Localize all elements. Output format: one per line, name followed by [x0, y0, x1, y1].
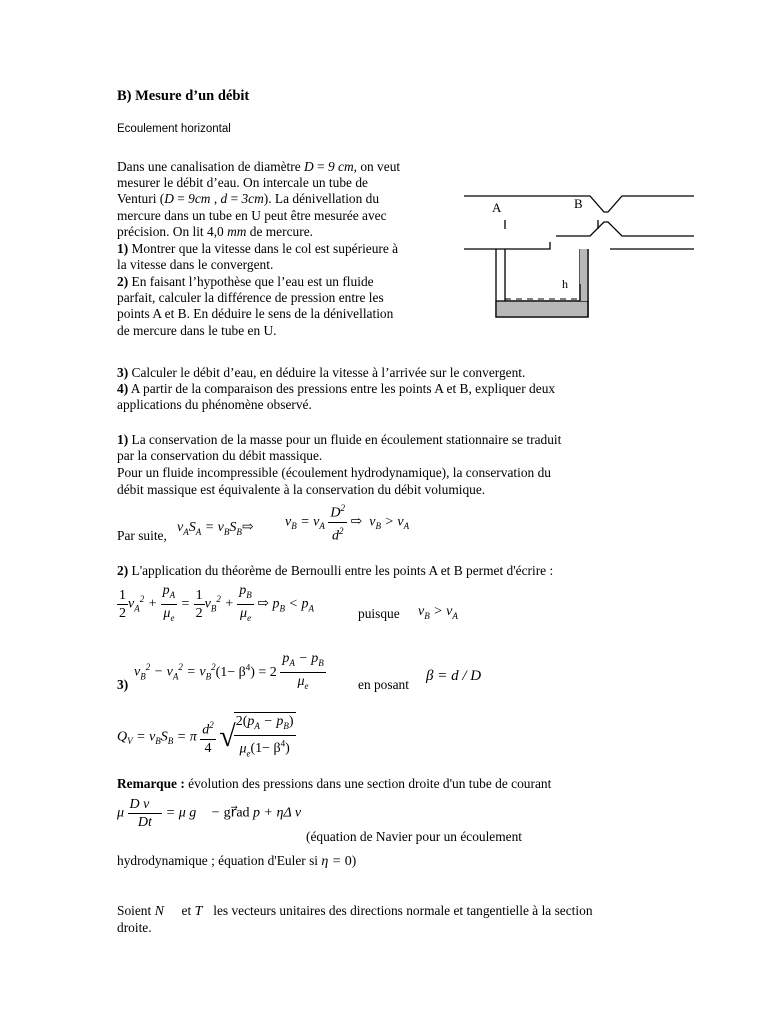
section-title: B) Mesure d’un débit — [117, 88, 250, 104]
navier-note: (équation de Navier pour un écoulement — [306, 829, 523, 844]
mass-flow-equation: $v_AS_A$ = $v_BS_B⇨$ — [177, 520, 254, 537]
pressure-difference-equation: $v_B^2 - v_A^2 = v_B^2(1- \beta^4) = 2$ $\frac{p_A - p_B}{\mu_e}$ — [134, 651, 324, 691]
intro-line: mesurer le débit d’eau. On intercale un tube de — [117, 175, 368, 190]
soient-line-cont: droite. — [117, 920, 152, 935]
beta-definition: β = d / D — [426, 668, 482, 684]
intro-line: précision. On lit 4,0 mm de mercure. — [117, 224, 313, 239]
intro-line: Dans une canalisation de diamètre D = 9 cm, on veut — [117, 159, 401, 174]
velocity-ratio-equation: $v_B = v_A$ $\frac{D^2}{d^2}$ ⇨ $v_B > v_A$ — [285, 500, 409, 544]
venturi-diagram — [458, 186, 698, 322]
label-a: A — [492, 200, 502, 215]
remarque: Remarque : évolution des pressions dans une section droite d'un tube de courant — [117, 776, 552, 791]
navier-equation: μ $\frac{\text{D v⃗}}{Dt}$ = μ g⃗ − gr⃗ad p + ηΔ v⃗ — [117, 797, 313, 830]
question-4-cont: applications du phénomène observé. — [117, 397, 312, 412]
bernoulli-equation: $\frac{1}{2}$ $v_A^2$ + $\frac{p_A}{\mu_e}$ = $\frac{1}{2}$ $v_B^2$ + $\frac{p_B}{\mu_e}$ ⇨ $p_B < p_A$ — [119, 583, 314, 623]
puisque: puisque — [358, 606, 400, 621]
label-h: h — [562, 277, 568, 291]
flow-rate-equation: $Q_V = v_BS_B = \pi$ $\frac{d^2}{4}$ √ $\frac{2(p_A - p_B)}{\mu_e(1- \beta^4)}$ — [117, 712, 296, 762]
answer-2: 2) L'application du théorème de Bernoulli entre les points A et B permet d'écrire : — [117, 563, 554, 578]
subtitle: Ecoulement horizontal — [117, 123, 231, 135]
question-2-cont: points A et B. En déduire le sens de la dénivellation — [117, 306, 394, 321]
intro-line: mercure dans un tube en U peut être mesurée avec — [117, 208, 387, 223]
question-4: 4) A partir de la comparaison des pressions entre les points A et B, expliquer deux — [117, 381, 556, 396]
answer-1-cont: Pour un fluide incompressible (écoulement hydrodynamique), la conservation du — [117, 465, 551, 480]
question-3: 3) Calculer le débit d’eau, en déduire la vitesse à l’arrivée sur le convergent. — [117, 365, 526, 380]
velocity-inequality: $v_B > v_A$ — [418, 604, 458, 621]
answer-3-number: 3) — [117, 677, 129, 692]
en-posant: en posant — [358, 677, 409, 692]
answer-1: 1) La conservation de la masse pour un fluide en écoulement stationnaire se traduit — [117, 432, 562, 447]
question-2-cont: parfait, calculer la différence de pression entre les — [117, 290, 384, 305]
answer-1-cont: débit massique est équivalente à la conservation du débit volumique. — [117, 482, 486, 497]
question-2-cont: de mercure dans le tube en U. — [117, 323, 277, 338]
label-b: B — [574, 196, 583, 211]
intro-line: Venturi (D = 9cm , d = 3cm). La dénivellation du — [117, 191, 380, 206]
navier-note-cont: hydrodynamique ; équation d'Euler si η = 0) — [117, 853, 357, 869]
question-2: 2) En faisant l’hypothèse que l’eau est un fluide — [117, 274, 374, 289]
question-1-cont: la vitesse dans le convergent. — [117, 257, 274, 272]
par-suite: Par suite, — [117, 528, 167, 543]
soient-line: Soient N⃗ et T⃗les vecteurs unitaires des directions normale et tangentielle à la section — [117, 903, 593, 919]
answer-1-cont: par la conservation du débit massique. — [117, 448, 323, 463]
question-1: 1) Montrer que la vitesse dans le col est supérieure à — [117, 241, 399, 256]
